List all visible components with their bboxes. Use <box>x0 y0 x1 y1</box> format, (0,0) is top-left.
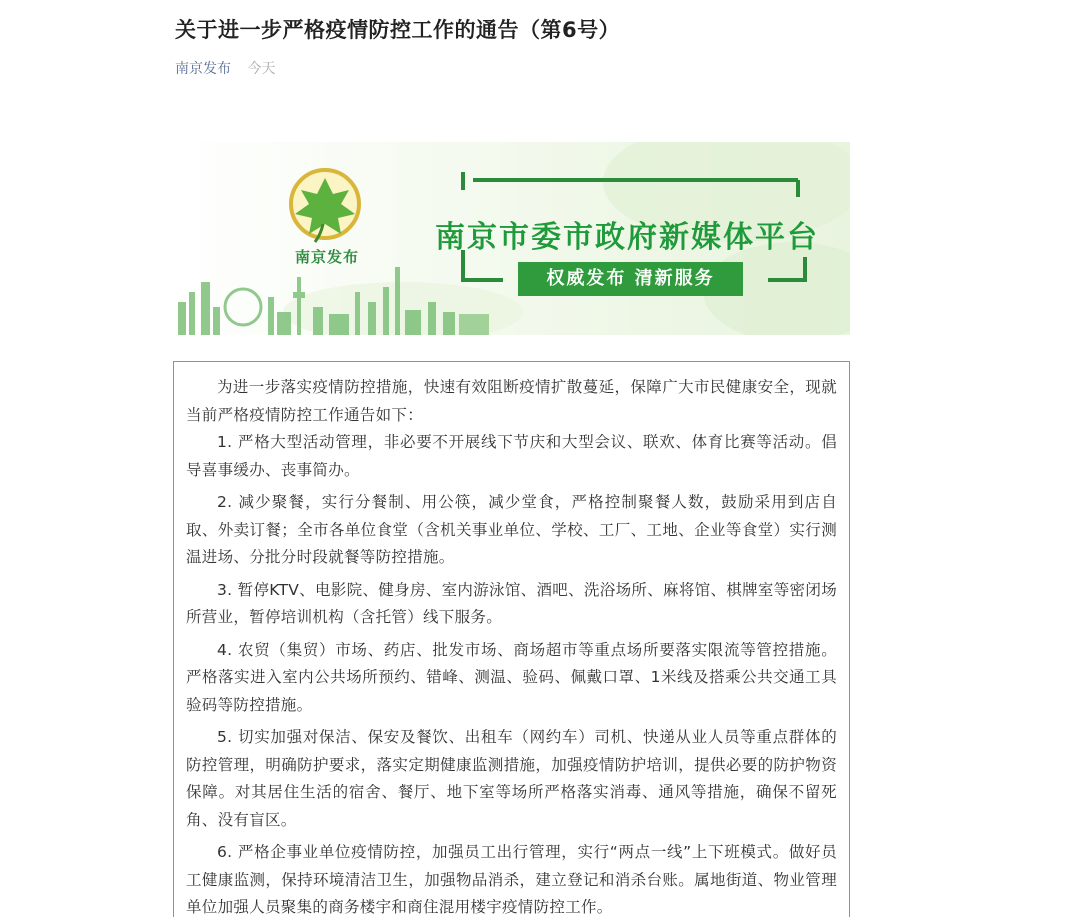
article-meta <box>175 58 275 78</box>
banner-image <box>173 142 850 335</box>
platform-title: 南京市委市政府新媒体平台 <box>435 220 819 255</box>
notice-item-3: 3. 暂停KTV、电影院、健身房、室内游泳馆、酒吧、洗浴场所、麻将馆、棋牌室等密闭场所营业，暂停培训机构（含托管）线下服务。 <box>186 580 837 626</box>
article-title: 关于进一步严格疫情防控工作的通告（第6号） <box>175 18 621 42</box>
notice-intro: 为进一步落实疫情防控措施，快速有效阻断疫情扩散蔓延，保障广大市民健康安全，现就当前严格疫情防控工作通告如下： <box>186 378 837 424</box>
notice-item-6: 6. 严格企事业单位疫情防控，加强员工出行管理，实行“两点一线”上下班模式。做好员工健康监测，保持环境清洁卫生，加强物品消杀，建立登记和消杀台账。属地街道、物业管理单位加强人员聚集的商务楼宇和商住混用楼宇疫情防控工作。 <box>186 843 837 916</box>
notice-body <box>173 361 850 917</box>
notice-item-1: 1. 严格大型活动管理，非必要不开展线下节庆和大型会议、联欢、体育比赛等活动。倡导喜事缓办、丧事简办。 <box>186 433 837 479</box>
notice-item-5: 5. 切实加强对保洁、保安及餐饮、出租车（网约车）司机、快递从业人员等重点群体的防控管理，明确防护要求，落实定期健康监测措施，加强疫情防护培训，提供必要的防护物资保障。对其居住生活的宿舍、餐厅、地下室等场所严格落实消毒、通风等措施，确保不留死角、没有盲区。 <box>186 728 837 829</box>
article-source-link[interactable]: 南京发布 <box>175 61 231 77</box>
notice-item-2: 2. 减少聚餐，实行分餐制、用公筷，减少堂食，严格控制聚餐人数，鼓励采用到店自取、外卖订餐；全市各单位食堂（含机关事业单位、学校、工厂、工地、企业等食堂）实行测温进场、分批分时段就餐等防控措施。 <box>186 493 837 566</box>
logo-text: 南京发布 <box>295 248 360 266</box>
nanjing-release-logo <box>291 170 359 242</box>
article-date: 今天 <box>247 61 276 77</box>
slogan-badge: 权威发布 清新服务 <box>518 262 743 296</box>
notice-item-4: 4. 农贸（集贸）市场、药店、批发市场、商场超市等重点场所要落实限流等管控措施。严格落实进入室内公共场所预约、错峰、测温、验码、佩戴口罩、1米线及搭乘公共交通工具验码等防控措施。 <box>186 640 837 714</box>
